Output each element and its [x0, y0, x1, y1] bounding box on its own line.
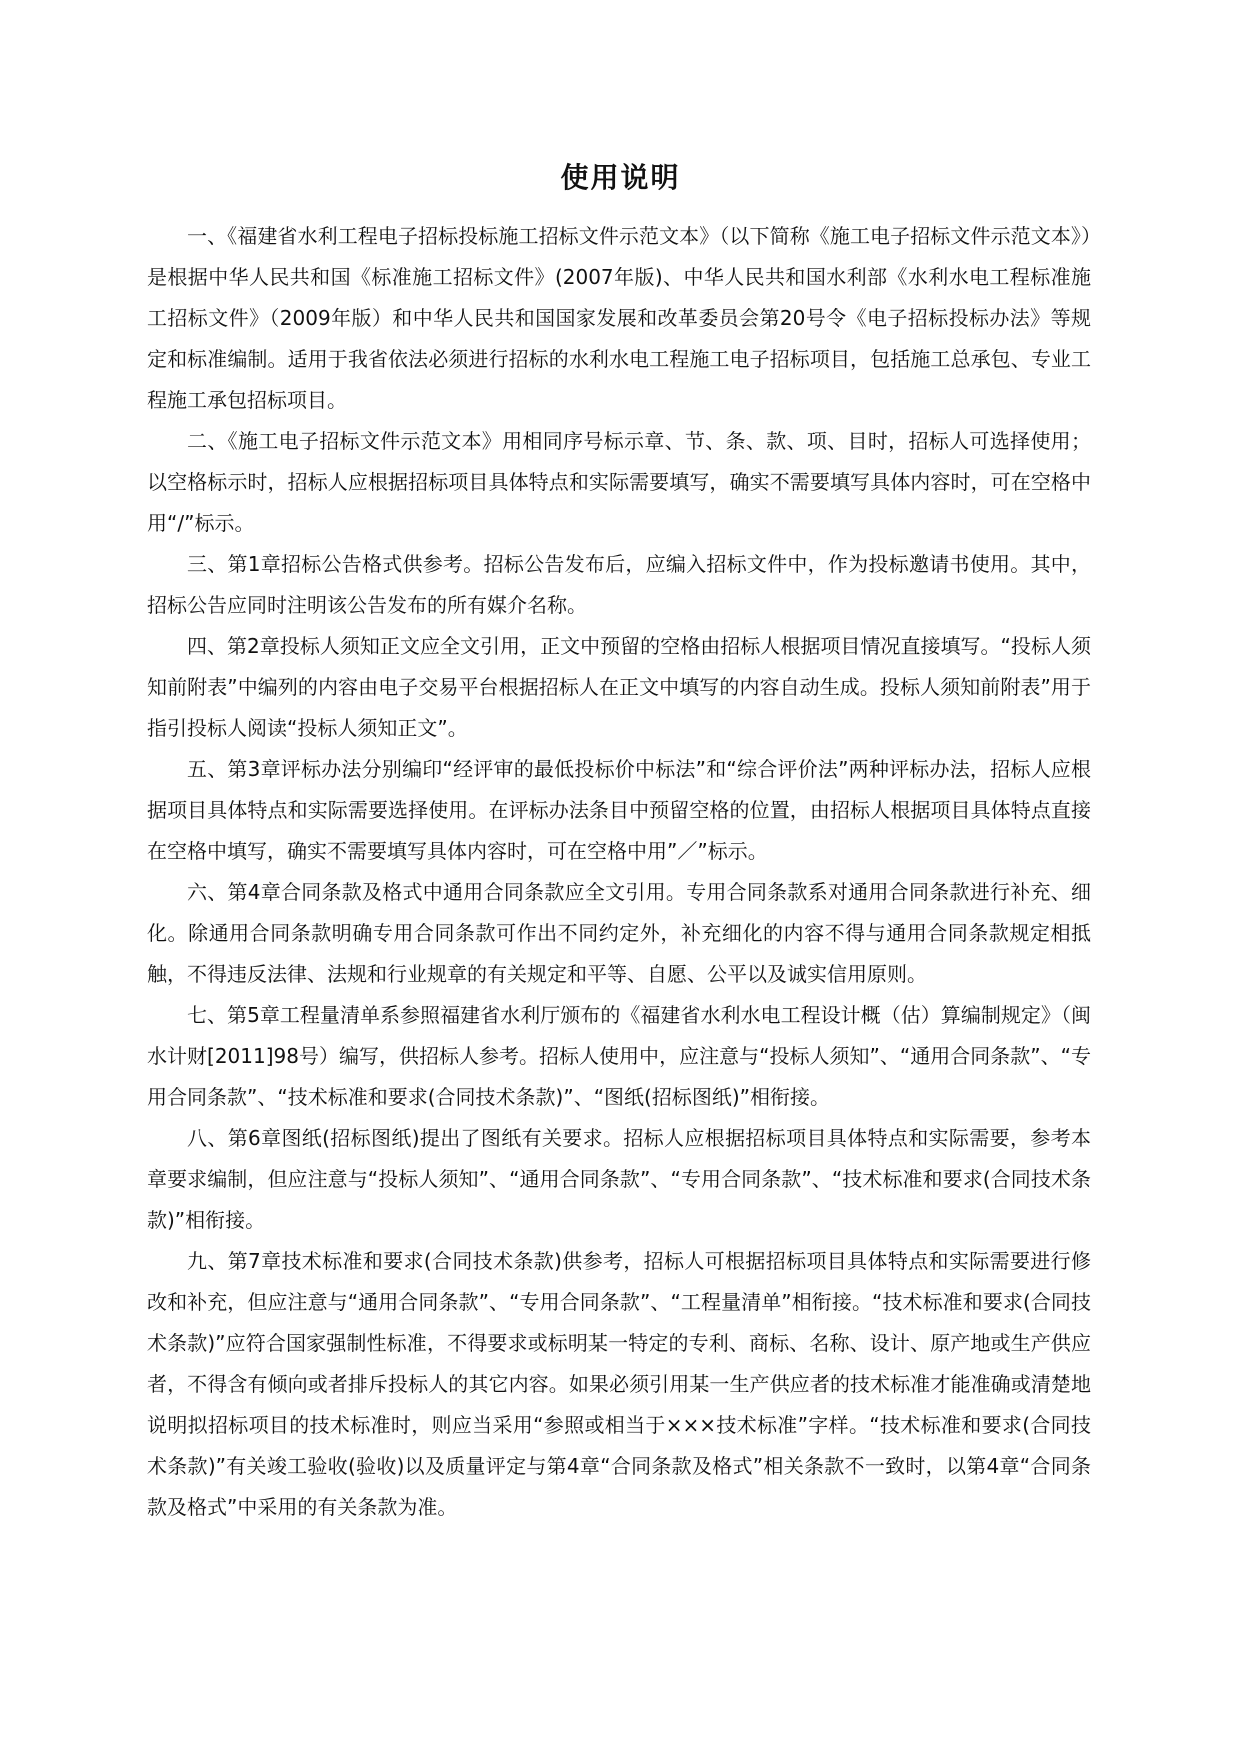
- paragraph-1: 一、《福建省水利工程电子招标投标施工招标文件示范文本》（以下简称《施工电子招标文件示范文本》）是根据中华人民共和国《标准施工招标文件》(2007年版)、中华人民共和国水利部《水利水电工程标准施工招标文件》（2009年版）和中华人民共和国国家发展和改革委员会第20号令《电子招标投标办法》等规定和标准编制。适用于我省依法必须进行招标的水利水电工程施工电子招标项目，包括施工总承包、专业工程施工承包招标项目。: [147, 224, 1091, 412]
- document-body: [147, 216, 1091, 1528]
- page-title: 使用说明: [560, 161, 681, 194]
- paragraph-9: 九、第7章技术标准和要求(合同技术条款)供参考，招标人可根据招标项目具体特点和实际需要进行修改和补充，但应注意与“通用合同条款”、“专用合同条款”、“工程量清单”相衔接。“技术标准和要求(合同技术条款)”应符合国家强制性标准，不得要求或标明某一特定的专利、商标、名称、设计、原产地或生产供应者，不得含有倾向或者排斥投标人的其它内容。如果必须引用某一生产供应者的技术标准才能准确或清楚地说明拟招标项目的技术标准时，则应当采用“参照或相当于×××技术标准”字样。“技术标准和要求(合同技术条款)”有关竣工验收(验收)以及质量评定与第4章“合同条款及格式”相关条款不一致时，以第4章“合同条款及格式”中采用的有关条款为准。: [147, 1249, 1091, 1519]
- paragraph-2: 二、《施工电子招标文件示范文本》用相同序号标示章、节、条、款、项、目时，招标人可选择使用；以空格标示时，招标人应根据招标项目具体特点和实际需要填写，确实不需要填写具体内容时，可在空格中用“/”标示。: [147, 429, 1091, 535]
- paragraph-4: 四、第2章投标人须知正文应全文引用，正文中预留的空格由招标人根据项目情况直接填写。“投标人须知前附表”中编列的内容由电子交易平台根据招标人在正文中填写的内容自动生成。投标人须知前附表”用于指引投标人阅读“投标人须知正文”。: [147, 634, 1091, 740]
- paragraph-6: 六、第4章合同条款及格式中通用合同条款应全文引用。专用合同条款系对通用合同条款进行补充、细化。除通用合同条款明确专用合同条款可作出不同约定外，补充细化的内容不得与通用合同条款规定相抵触，不得违反法律、法规和行业规章的有关规定和平等、自愿、公平以及诚实信用原则。: [147, 880, 1091, 986]
- paragraph-8: 八、第6章图纸(招标图纸)提出了图纸有关要求。招标人应根据招标项目具体特点和实际需要，参考本章要求编制，但应注意与“投标人须知”、“通用合同条款”、“专用合同条款”、“技术标准和要求(合同技术条款)”相衔接。: [147, 1126, 1091, 1232]
- paragraph-7: 七、第5章工程量清单系参照福建省水利厅颁布的《福建省水利水电工程设计概（估）算编制规定》（闽水计财[2011]98号）编写，供招标人参考。招标人使用中，应注意与“投标人须知”、“通用合同条款”、“专用合同条款”、“技术标准和要求(合同技术条款)”、“图纸(招标图纸)”相衔接。: [147, 1003, 1091, 1109]
- paragraph-5: 五、第3章评标办法分别编印“经评审的最低投标价中标法”和“综合评价法”两种评标办法，招标人应根据项目具体特点和实际需要选择使用。在评标办法条目中预留空格的位置，由招标人根据项目具体特点直接在空格中填写，确实不需要填写具体内容时，可在空格中用”／”标示。: [147, 757, 1091, 863]
- paragraph-3: 三、第1章招标公告格式供参考。招标公告发布后，应编入招标文件中，作为投标邀请书使用。其中，招标公告应同时注明该公告发布的所有媒介名称。: [147, 552, 1091, 617]
